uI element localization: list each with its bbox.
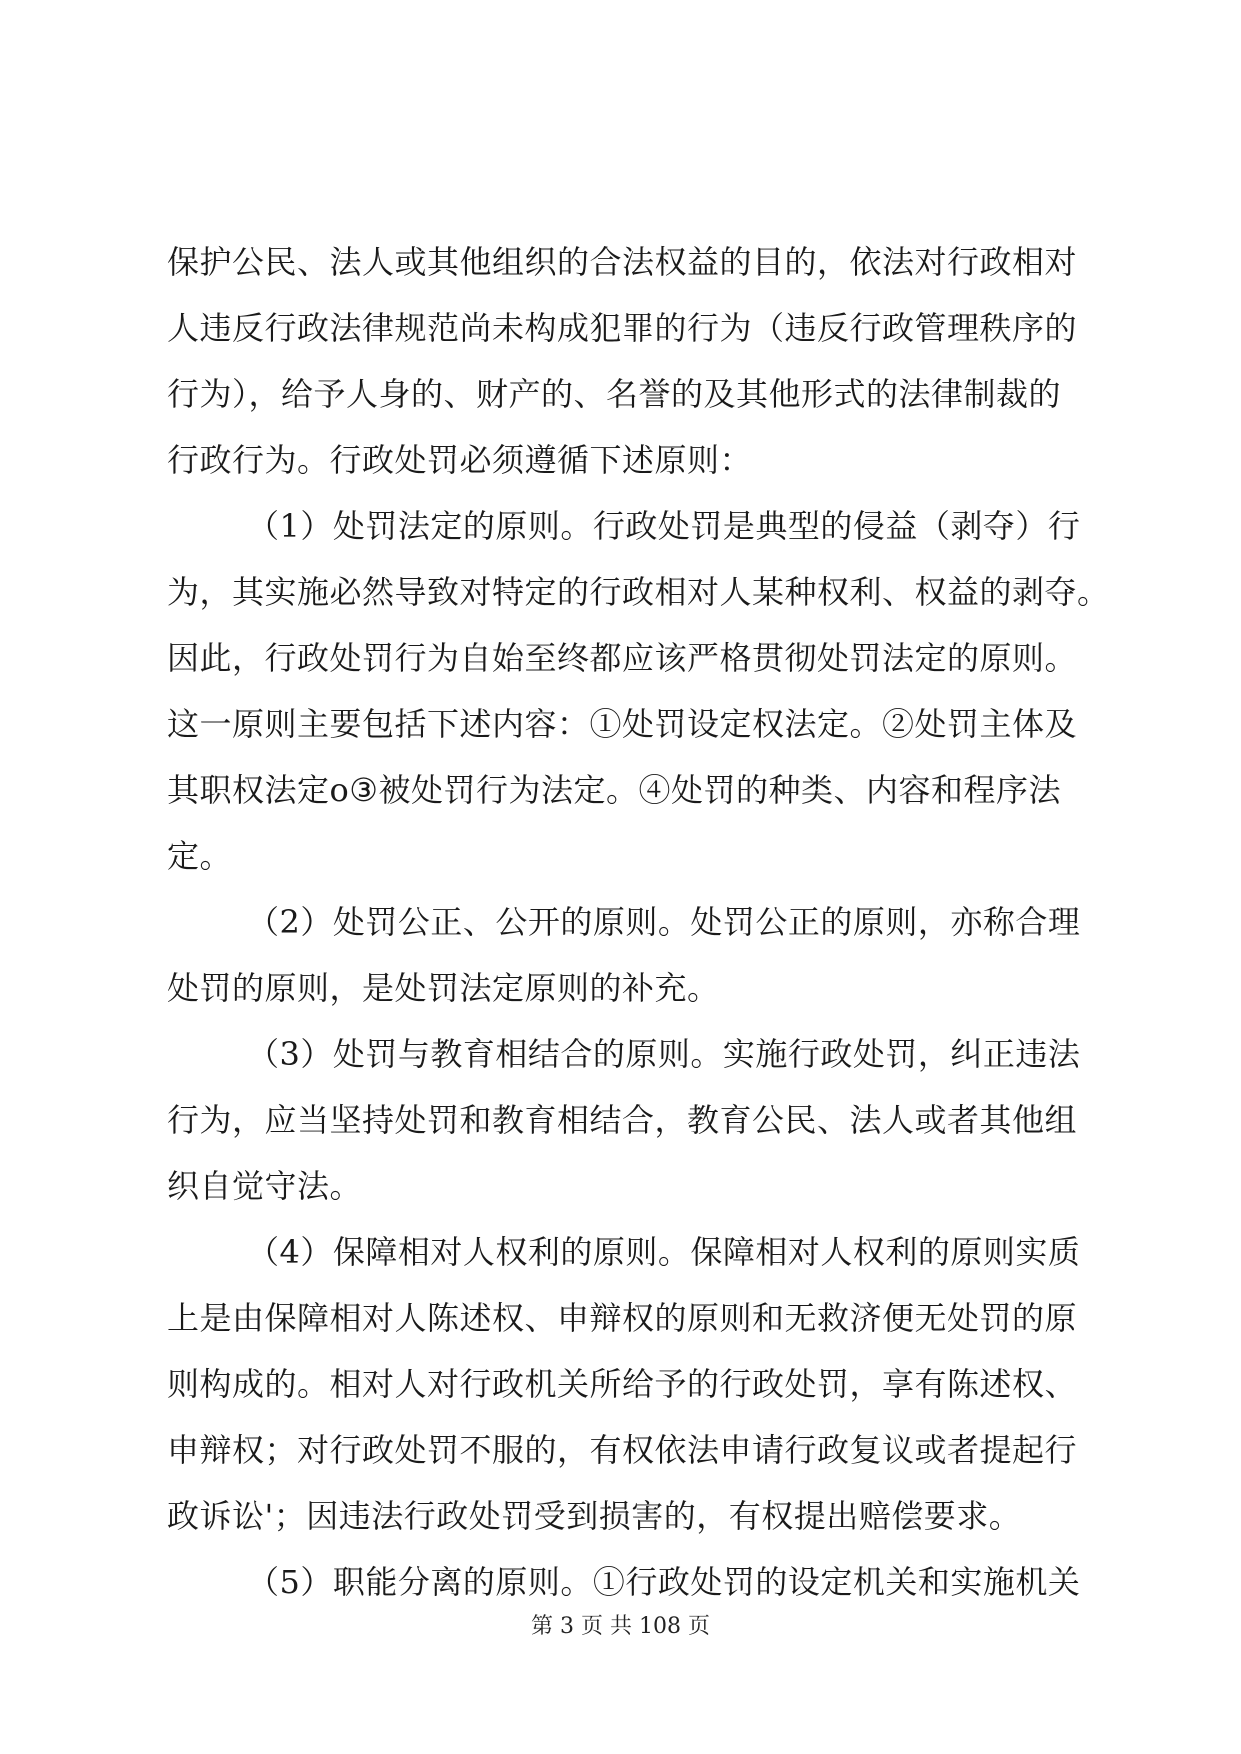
text-line: 其职权法定o③被处罚行为法定。④处罚的种类、内容和程序法 [167, 771, 1061, 809]
paragraph-first-line: （2）处罚公正、公开的原则。处罚公正的原则，亦称合理 [247, 903, 1081, 941]
text-line: 织自觉守法。 [167, 1167, 363, 1205]
text-line: 则构成的。相对人对行政机关所给予的行政处罚，享有陈述权、 [167, 1365, 1078, 1403]
text-line: 因此，行政处罚行为自始至终都应该严格贯彻处罚法定的原则。 [167, 639, 1078, 677]
text-line: 这一原则主要包括下述内容：①处罚设定权法定。②处罚主体及 [167, 705, 1078, 743]
text-line: 申辩权；对行政处罚不服的，有权依法申请行政复议或者提起行 [167, 1431, 1078, 1469]
text-line: 为，其实施必然导致对特定的行政相对人某种权利、权益的剥夺。 [167, 573, 1110, 611]
document-body [167, 229, 1110, 1615]
page-footer: 第 3 页 共 108 页 [531, 1614, 710, 1639]
text-line: 保护公民、法人或其他组织的合法权益的目的，依法对行政相对 [167, 243, 1078, 281]
text-line: 上是由保障相对人陈述权、申辩权的原则和无救济便无处罚的原 [167, 1299, 1078, 1337]
text-line: 人违反行政法律规范尚未构成犯罪的行为（违反行政管理秩序的 [167, 309, 1078, 347]
paragraph-first-line: （5）职能分离的原则。①行政处罚的设定机关和实施机关 [247, 1563, 1081, 1601]
text-line: 行为，应当坚持处罚和教育相结合，教育公民、法人或者其他组 [167, 1101, 1078, 1139]
text-line: 行为），给予人身的、财产的、名誉的及其他形式的法律制裁的 [167, 375, 1062, 413]
paragraph-first-line: （4）保障相对人权利的原则。保障相对人权利的原则实质 [247, 1233, 1081, 1271]
paragraph-first-line: （3）处罚与教育相结合的原则。实施行政处罚，纠正违法 [247, 1035, 1081, 1073]
text-line: 政诉讼'；因违法行政处罚受到损害的，有权提出赔偿要求。 [167, 1497, 1022, 1535]
text-line: 定。 [167, 837, 233, 875]
paragraph-first-line: （1）处罚法定的原则。行政处罚是典型的侵益（剥夺）行 [247, 507, 1081, 545]
text-line: 行政行为。行政处罚必须遵循下述原则： [167, 441, 753, 479]
text-line: 处罚的原则，是处罚法定原则的补充。 [167, 969, 720, 1007]
